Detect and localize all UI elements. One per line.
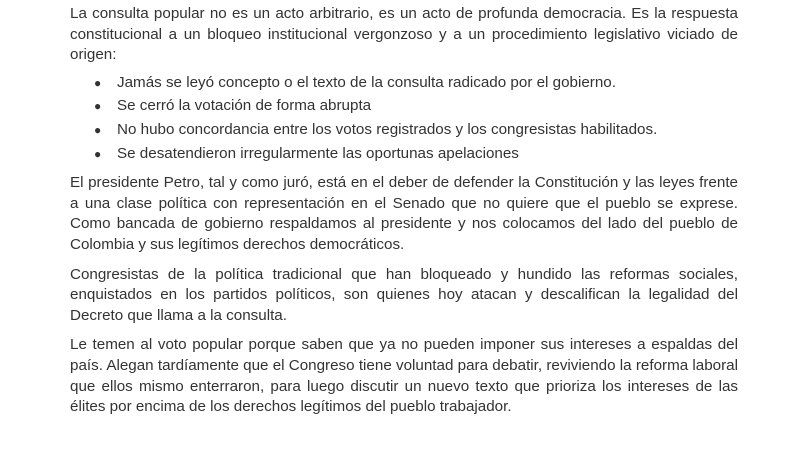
list-item-text: No hubo concordancia entre los votos registrados y los congresistas habilitados.: [117, 120, 658, 138]
paragraph-intro: La consulta popular no es un acto arbitrario, es un acto de profunda democracia. Es la respuesta constitucional a un bloqueo institucional vergonzoso y a un procedimiento legislativo viciado de origen:: [70, 5, 738, 64]
list-item: [94, 96, 738, 117]
list-item: [94, 120, 738, 141]
list-item-text: Se desatendieron irregularmente las oportunas apelaciones: [117, 144, 519, 162]
bullet-icon: ●: [94, 146, 102, 161]
list-item-text: Jamás se leyó concepto o el texto de la consulta radicado por el gobierno.: [117, 73, 616, 91]
bullet-icon: ●: [94, 75, 102, 90]
paragraph-petro: El presidente Petro, tal y como juró, está en el deber de defender la Constitución y las leyes frente a una clase política con representación en el Senado que no quiere que el pueblo se exprese. Como bancada de gobierno respaldamos al presidente y nos colocamos del lado del pueblo de Colombia y sus legítimos derechos democráticos.: [70, 174, 738, 253]
list-item-text: Se cerró la votación de forma abrupta: [117, 97, 372, 115]
list-item: [94, 73, 738, 94]
paragraph-congresistas: Congresistas de la política tradicional que han bloqueado y hundido las reformas sociales, enquistados en los partidos políticos, son quienes hoy atacan y descalifican la legalidad del Decreto que llama a la consulta.: [70, 265, 738, 324]
bullet-icon: ●: [94, 99, 102, 114]
paragraph-voto-popular: Le temen al voto popular porque saben que ya no pueden imponer sus intereses a espaldas del país. Alegan tardíamente que el Congreso tiene voluntad para debatir, reviviendo la reforma laboral que ellos mismo enterraron, para luego discutir un nuevo texto que prioriza los intereses de las élites por encima de los derechos legítimos del pueblo trabajador.: [70, 336, 738, 416]
bullet-list: [70, 73, 738, 164]
bullet-icon: ●: [94, 122, 102, 137]
list-item: [94, 144, 738, 165]
